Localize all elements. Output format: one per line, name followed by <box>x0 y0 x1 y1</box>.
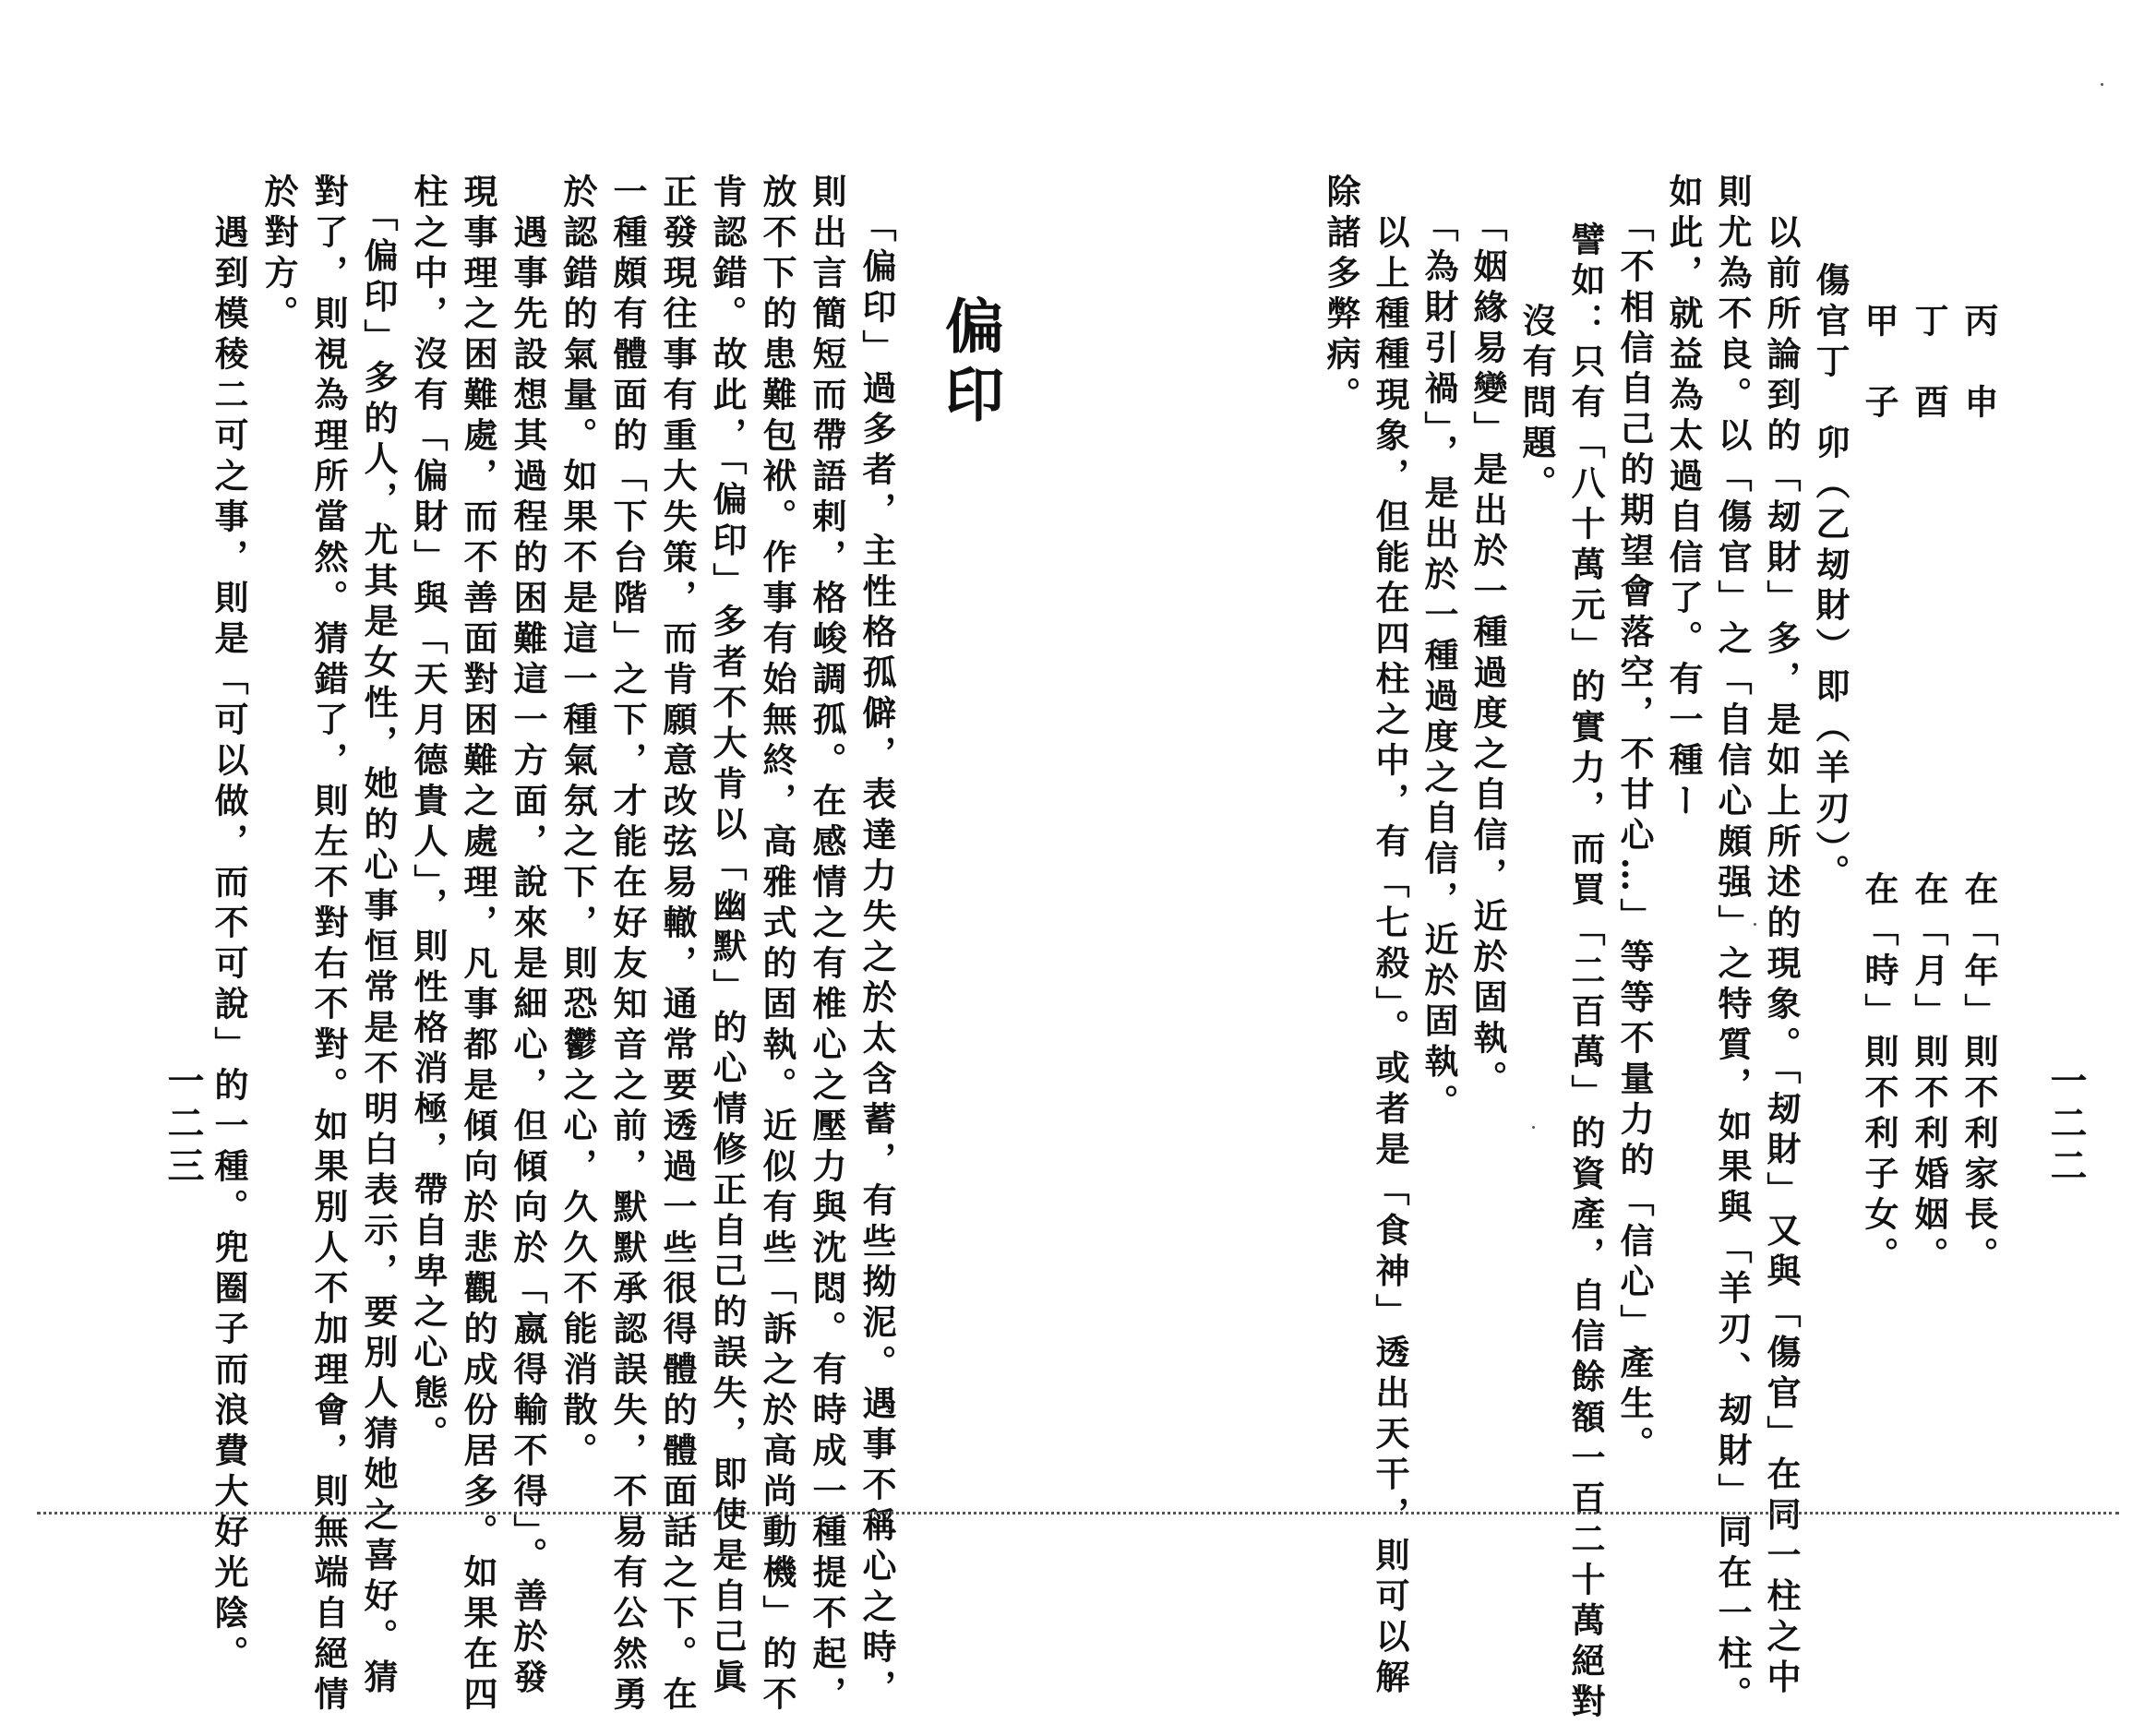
text-line: 對了，則視為理所當然。猜錯了，則左不對右不對。如果別人不加理會，則無端自絕情 <box>308 174 349 1717</box>
text-line: 「不相信自己的期望會落空，不甘心…」等等不量力的「信心」產生。 <box>1614 208 1655 1467</box>
text-line: 譬如：只有「八十萬元」的實力，而買「二百萬」的資產，自信餘額一百二十萬絕對 <box>1565 221 1606 1724</box>
text-line: 「姻緣易變」是出於一種過度之自信，近於固執。 <box>1467 208 1508 1101</box>
text-line: 現事理之困難處，而不善面對困難之處理，凡事都是傾向於悲觀的成份居多。如果在四 <box>458 174 498 1717</box>
text-line: 除諸多弊病。 <box>1321 174 1361 417</box>
text-line: 甲 子 在「時」則不利子女。 <box>1859 221 1899 1277</box>
text-line: 遇到模稜二可之事，則是「可以做，而不可說」的一種。兜圈子而浪費大好光陰。 <box>209 174 249 1676</box>
text-line: 「偏印」過多者，主性格孤僻，表達力失之於太含蓄，有些拗泥。遇事不稱心之時， <box>856 208 897 1710</box>
text-line: 正發現往事有重大失策，而肯願意改弦易轍，通常要透過一些很得體的體面話之下。在 <box>657 174 698 1717</box>
text-line: 丙 申 在「年」則不利家長。 <box>1958 221 1999 1277</box>
text-line: 以前所論到的「刼財」多，是如上所述的現象。「刼財」又與「傷官」在同一柱之中 <box>1761 174 1802 1700</box>
text-line: 放不下的患難包袱。作事有始無終，高雅式的固執。近似有些「訴之於高尚動機」的不 <box>757 174 797 1717</box>
text-line: 沒有問題。 <box>1516 221 1557 506</box>
page-number-left: 一二三 <box>162 1061 205 1189</box>
text-line: 則尤為不良。以「傷官」之「自信心頗强」之特質，如果與「羊刃、刼財」同在一柱。 <box>1712 174 1753 1717</box>
text-line: 傷官丁 卯（乙刼財）即（羊刃）。 <box>1810 221 1851 895</box>
text-line: 於認錯的氣量。如果不是這一種氣氛之下，則恐鬱之心，久久不能消散。 <box>557 174 598 1473</box>
left-page <box>0 0 1078 1717</box>
scan-bottom-edge <box>37 1512 2119 1514</box>
section-title: 偏印 <box>935 295 1004 432</box>
text-line: 則出言簡短而帶語剌，格峻調孤。在感情之有椎心之壓力與沈悶。有時成一種提不起， <box>807 174 847 1717</box>
text-line: 丁 酉 在「月」則不利婚姻。 <box>1909 221 1949 1277</box>
scan-speck <box>1754 923 1756 926</box>
text-line: 如此，就益為太過自信了。有一種ー <box>1663 174 1704 823</box>
text-line: 遇事先設想其過程的困難這一方面，說來是細心，但傾向於「嬴得輸不得」。善於發 <box>508 174 548 1700</box>
scan-speck <box>2101 83 2103 86</box>
right-page <box>1078 0 2156 1724</box>
text-line: 「偏印」多的人，尤其是女性，她的心事恒常是不明白表示，要別人猜她之喜好。猜 <box>358 174 399 1700</box>
page-number-right: 一二二 <box>2044 1061 2088 1189</box>
text-line: 以上種種現象，但能在四柱之中，有「七殺」。或者是「食神」透出天干，則可以解 <box>1370 174 1410 1700</box>
scan-speck <box>1532 1126 1535 1129</box>
text-line: 「為財引禍」，是出於一種過度之自信，近於固執。 <box>1419 208 1459 1125</box>
text-line: 肯認錯。故此，「偏印」多者不大肯以「幽默」的心情修正自己的誤失，即使是自己眞 <box>707 174 748 1700</box>
text-line: 一種頗有體面的「下台階」之下，才能在好友知音之前，默默承認誤失，不易有公然勇 <box>607 174 648 1717</box>
text-line: 於對方。 <box>258 174 299 336</box>
text-line: 柱之中，沒有「偏財」與「天月德貴人」，則性格消極，帶自卑之心態。 <box>408 174 449 1456</box>
